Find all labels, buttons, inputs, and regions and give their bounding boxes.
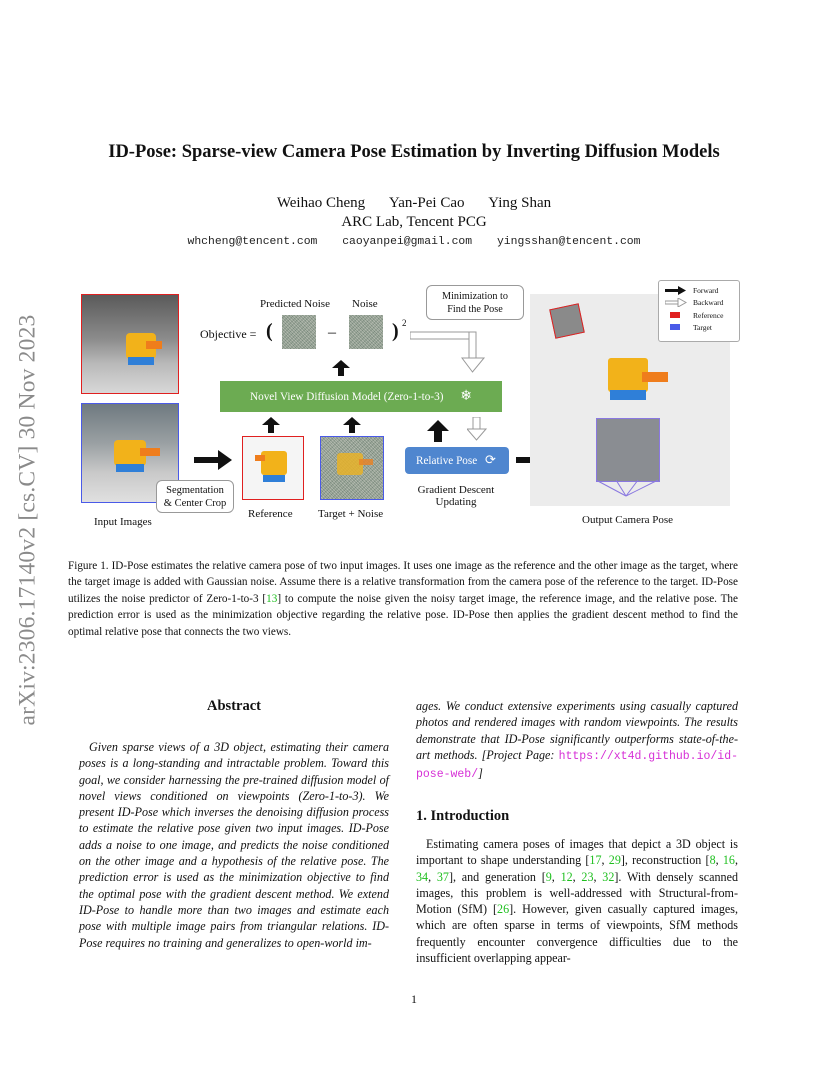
- reference-label: Reference: [248, 508, 293, 520]
- citation-link[interactable]: 34: [416, 869, 429, 884]
- abstract-heading: Abstract: [207, 698, 261, 714]
- intro-text: ], reconstruction [: [620, 853, 710, 868]
- citation-link[interactable]: 17: [589, 853, 602, 868]
- email: whcheng@tencent.com: [187, 236, 318, 248]
- abstract-continuation: [416, 698, 738, 783]
- gradient-line2: Updating: [435, 496, 477, 508]
- camera-frustum-icon: [596, 418, 660, 498]
- output-label: Output Camera Pose: [582, 514, 674, 526]
- objective-label: Objective =: [200, 327, 257, 341]
- legend-backward: Backward: [693, 298, 724, 307]
- seg-line1: Segmentation: [166, 485, 224, 496]
- email: yingsshan@tencent.com: [496, 236, 641, 248]
- segmentation-callout: [156, 480, 234, 513]
- citation-link[interactable]: 8: [709, 853, 716, 868]
- minimization-line1: Minimization to: [442, 291, 508, 302]
- backward-legend-icon: [665, 298, 687, 307]
- page-number: 1: [411, 992, 417, 1006]
- author-name: Yan-Pei Cao: [388, 195, 465, 211]
- introduction-heading: 1. Introduction: [416, 808, 510, 824]
- diffusion-model-box: [220, 381, 502, 412]
- author-list: [0, 195, 828, 212]
- intro-text: Estimating camera poses of images that depict a 3D object is important to shape understanding [: [416, 837, 738, 868]
- legend-forward: Forward: [693, 286, 719, 295]
- author-name: Weihao Cheng: [276, 195, 366, 211]
- up-arrow-icon: [343, 417, 361, 433]
- noise-image: [349, 315, 383, 349]
- forward-arrow-icon: [194, 450, 234, 470]
- figure-1: [70, 280, 740, 530]
- affiliation: ARC Lab, Tencent PCG: [341, 214, 487, 230]
- close-paren: ): [392, 320, 399, 342]
- paper-title: ID-Pose: Sparse-view Camera Pose Estimation by Inverting Diffusion Models: [108, 142, 720, 162]
- predicted-noise-image: [282, 315, 316, 349]
- introduction-body: Estimating camera poses of images that depict a 3D object is important to shape understanding [17, 29], reconstruction [8, 16, 34, 37], and generation [9, 12, 23, 32]. With densely scanned images, this problem is well-addressed with Structural-from-Motion (SfM) [26]. However, given casually captured images, which are often sparse in terms of viewpoints, SfM methods frequently encounter convergence difficulties due to the insufficient overlapping appear-: [416, 837, 739, 966]
- reference-crop-image: [242, 436, 304, 500]
- abstract-cont-text: ages. We conduct extensive experiments using casually captured photos and rendered images with random viewpoints. The results demonstrate that ID-Pose significantly outperforms state-of-the-art methods. [Project Page:: [416, 699, 738, 762]
- gradient-label: [400, 484, 512, 508]
- email-list: [0, 236, 828, 248]
- abstract-body: Given sparse views of a 3D object, estimating their camera poses is a long-standing and intractable problem. Toward this goal, we consider harnessing the pre-trained diffusion model of novel views conditioned on viewpoints (Zero-1-to-3). We present ID-Pose which inverses the denoising diffusion process to estimate the relative pose given two input images. ID-Pose adds a noise to one image, and predicts the noise conditioned on the other image and a hypothesis of the relative pose. The prediction error is used as the minimization objective to find the optimal pose with the gradient descent method. We extend ID-Pose to handle more than two images and estimate each pose with multiple image pairs from triangular relations. ID-Pose requires no training and generalizes to open-world im-: [79, 740, 389, 950]
- up-arrow-icon: [332, 360, 350, 376]
- target-noise-image: [320, 436, 384, 500]
- citation-link[interactable]: 23: [581, 869, 594, 884]
- seg-line2: & Center Crop: [163, 498, 227, 509]
- citation-link[interactable]: 9: [545, 869, 552, 884]
- target-swatch: [670, 324, 680, 330]
- intro-text: ]. However, given casually captured images, which are often sparse in terms of viewpoints, SfM methods frequently encounter convergence difficulties due to the insufficient overlapping appear-: [416, 902, 739, 966]
- citation-link[interactable]: 12: [560, 869, 573, 884]
- input-reference-image: [81, 294, 179, 394]
- caption-text: ] to compute the noise given the noisy target image, the reference image, and the relative pose. The prediction error is used as the minimization objective regarding the relative pose. ID-Pose then applies the gradient descent method to find the optimal relative pose that connects the two views.: [68, 592, 738, 638]
- minus-sign: –: [328, 324, 336, 341]
- abstract-link-end: ]: [478, 766, 483, 781]
- small-target-view: [549, 303, 585, 339]
- citation-link[interactable]: 13: [266, 592, 278, 605]
- target-noise-label: Target + Noise: [318, 508, 384, 520]
- predicted-noise-label: Predicted Noise: [260, 298, 330, 310]
- backward-path-icon: [410, 328, 490, 374]
- project-page-link[interactable]: https://xt4d.github.io/id-pose-web/: [416, 749, 738, 782]
- citation-link[interactable]: 16: [722, 853, 735, 868]
- citation-link[interactable]: 26: [497, 902, 510, 917]
- caption-text: Figure 1. ID-Pose estimates the relative camera pose of two input images. It uses one image as the reference and the other image as the target, where the target image is added with Gaussian noise. Assume there is a relative transformation from the camera pose of the reference to the target. ID-Pose utilizes the noise predictor of Zero-1-to-3 [: [68, 560, 738, 605]
- intro-text: ], and generation [: [448, 869, 546, 884]
- legend-reference: Reference: [693, 311, 724, 320]
- reference-swatch: [670, 312, 680, 318]
- figure-caption: [68, 558, 738, 640]
- open-paren: (: [266, 320, 273, 342]
- down-arrow-icon: [467, 417, 487, 441]
- relative-pose-label: Relative Pose: [416, 455, 478, 467]
- figure-legend: [658, 280, 740, 342]
- arxiv-stamp-text: arXiv:2306.17140v2 [cs.CV] 30 Nov 2023: [14, 314, 41, 726]
- refresh-icon: ⟳: [485, 453, 496, 468]
- arxiv-stamp: [8, 280, 48, 760]
- up-arrow-icon: [427, 420, 449, 442]
- gradient-line1: Gradient Descent: [417, 484, 495, 496]
- model-label: Novel View Diffusion Model (Zero-1-to-3): [250, 391, 444, 403]
- citation-link[interactable]: 37: [436, 869, 449, 884]
- noise-label: Noise: [352, 298, 378, 310]
- intro-text: ]. With densely scanned images, this problem is well-addressed with Structural-from-Motion (SfM) [: [416, 869, 739, 917]
- email: caoyanpei@gmail.com: [342, 236, 473, 248]
- forward-legend-icon: [665, 286, 687, 295]
- minimization-callout: [426, 285, 524, 320]
- legend-target: Target: [693, 323, 712, 332]
- author-name: Ying Shan: [488, 195, 552, 211]
- snowflake-icon: ❄: [460, 389, 472, 404]
- input-images-label: Input Images: [94, 516, 152, 528]
- up-arrow-icon: [262, 417, 280, 433]
- minimization-line2: Find the Pose: [447, 304, 503, 315]
- relative-pose-box: [405, 447, 509, 474]
- citation-link[interactable]: 29: [608, 853, 621, 868]
- citation-link[interactable]: 32: [602, 869, 615, 884]
- squared-exponent: 2: [402, 318, 407, 328]
